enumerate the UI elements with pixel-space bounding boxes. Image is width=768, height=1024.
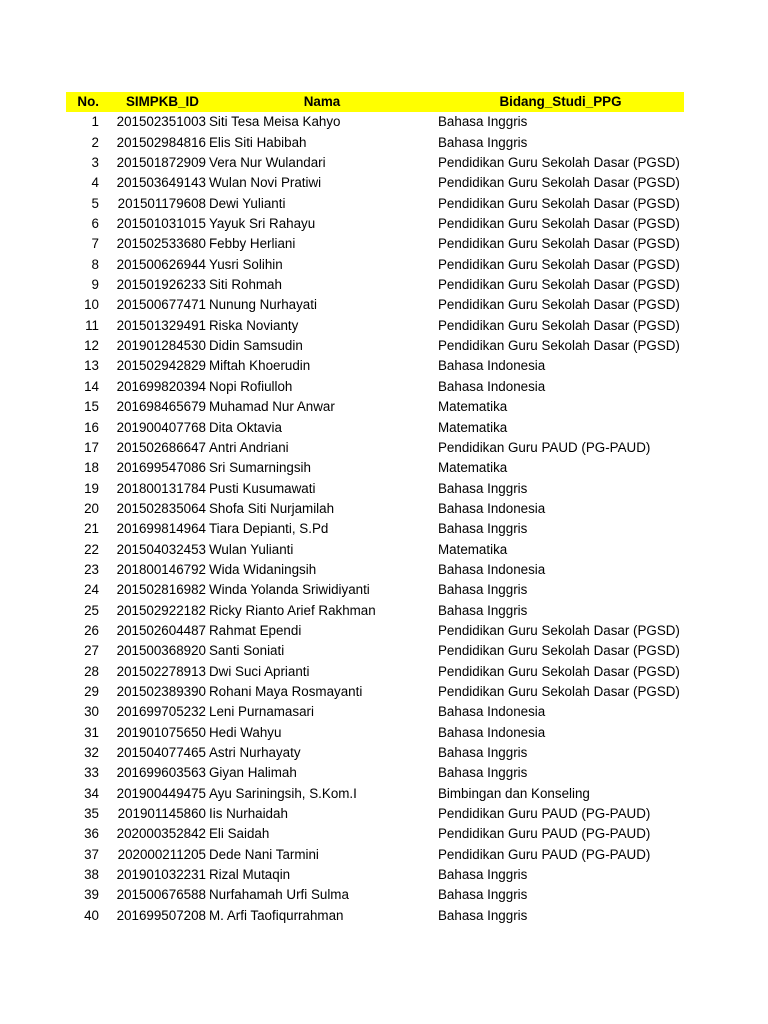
cell-simpkb-id[interactable]: 201699814964 <box>116 521 206 537</box>
cell-no[interactable]: 39 <box>84 887 99 903</box>
cell-simpkb-id[interactable]: 201500368920 <box>116 643 206 659</box>
cell-simpkb-id[interactable]: 201501031015 <box>116 216 206 232</box>
cell-bidang-studi[interactable]: Bahasa Inggris <box>438 480 528 496</box>
cell-no[interactable]: 16 <box>84 419 99 435</box>
cell-no[interactable]: 21 <box>84 521 99 537</box>
cell-no[interactable]: 18 <box>84 460 99 476</box>
table-row <box>66 438 684 458</box>
cell-nama[interactable]: Pusti Kusumawati <box>209 480 316 496</box>
cell-simpkb-id[interactable]: 201501179608 <box>117 195 206 211</box>
cell-bidang-studi[interactable]: Bahasa Indonesia <box>438 704 546 720</box>
cell-nama[interactable]: Dede Nani Tarmini <box>209 846 319 862</box>
cell-bidang-studi[interactable]: Matematika <box>438 399 508 415</box>
cell-nama[interactable]: Nunung Nurhayati <box>209 297 317 313</box>
table-row <box>66 641 684 661</box>
cell-bidang-studi[interactable]: Bahasa Inggris <box>438 582 528 598</box>
cell-nama[interactable]: Giyan Halimah <box>209 765 297 781</box>
table-row <box>66 173 684 193</box>
cell-bidang-studi[interactable]: Matematika <box>438 541 508 557</box>
cell-bidang-studi[interactable]: Pendidikan Guru Sekolah Dasar (PGSD) <box>438 297 680 313</box>
cell-simpkb-id[interactable]: 201502533680 <box>116 236 206 252</box>
cell-simpkb-id[interactable]: 201500626944 <box>116 256 206 272</box>
table-row <box>66 580 684 600</box>
cell-no[interactable]: 14 <box>84 378 99 394</box>
table-body <box>66 112 684 926</box>
cell-nama[interactable]: Siti Tesa Meisa Kahyo <box>209 114 341 130</box>
cell-nama[interactable]: Ricky Rianto Arief Rakhman <box>209 602 376 618</box>
cell-bidang-studi[interactable]: Bahasa Inggris <box>438 745 528 760</box>
cell-bidang-studi[interactable]: Bahasa Indonesia <box>438 561 546 577</box>
table-row <box>66 540 684 560</box>
cell-no[interactable]: 22 <box>84 541 99 557</box>
cell-nama[interactable]: Eli Saidah <box>209 826 270 842</box>
cell-no[interactable]: 31 <box>84 724 99 740</box>
cell-bidang-studi[interactable]: Pendidikan Guru Sekolah Dasar (PGSD) <box>438 256 680 272</box>
cell-nama[interactable]: Yusri Solihin <box>209 256 283 272</box>
table-row <box>66 316 684 336</box>
table-row <box>66 295 684 315</box>
cell-no[interactable]: 10 <box>84 297 99 313</box>
cell-simpkb-id[interactable]: 201502942829 <box>116 358 206 374</box>
cell-bidang-studi[interactable]: Bahasa Indonesia <box>438 378 546 394</box>
cell-simpkb-id[interactable]: 201501329491 <box>116 317 206 333</box>
cell-bidang-studi[interactable]: Pendidikan Guru Sekolah Dasar (PGSD) <box>438 175 680 191</box>
cell-bidang-studi[interactable]: Bahasa Inggris <box>438 907 528 923</box>
cell-bidang-studi[interactable]: Bahasa Indonesia <box>438 500 546 516</box>
cell-simpkb-id[interactable]: 201500676588 <box>116 887 206 903</box>
table-row <box>66 885 684 905</box>
table-row <box>66 255 684 275</box>
table-row <box>66 234 684 254</box>
cell-no[interactable]: 27 <box>84 643 99 659</box>
cell-nama[interactable]: Wulan Novi Pratiwi <box>209 175 322 191</box>
table-row <box>66 153 684 173</box>
cell-bidang-studi[interactable]: Bahasa Inggris <box>438 887 528 903</box>
cell-nama[interactable]: Siti Rohmah <box>209 277 282 293</box>
cell-no[interactable]: 13 <box>84 358 99 374</box>
cell-bidang-studi[interactable]: Bahasa Inggris <box>438 602 528 618</box>
cell-simpkb-id[interactable]: 201699547086 <box>116 460 206 476</box>
cell-no[interactable]: 1 <box>91 114 99 130</box>
cell-bidang-studi[interactable]: Matematika <box>438 460 508 476</box>
table-row <box>66 499 684 519</box>
cell-nama[interactable]: Wulan Yulianti <box>209 541 294 557</box>
cell-no[interactable]: 4 <box>91 175 99 191</box>
cell-no[interactable]: 35 <box>84 806 99 822</box>
cell-no[interactable]: 33 <box>84 765 99 781</box>
cell-nama[interactable]: Antri Andriani <box>209 439 289 455</box>
cell-simpkb-id[interactable]: 201504077465 <box>116 745 206 760</box>
cell-no[interactable]: 24 <box>84 582 99 598</box>
cell-no[interactable]: 37 <box>84 846 99 862</box>
table-row <box>66 906 684 926</box>
table-row <box>66 723 684 743</box>
cell-no[interactable]: 6 <box>91 216 99 232</box>
cell-nama[interactable]: Sri Sumarningsih <box>209 460 311 476</box>
cell-simpkb-id[interactable]: 201699705232 <box>116 704 206 720</box>
cell-no[interactable]: 9 <box>91 277 99 293</box>
cell-simpkb-id[interactable]: 201698465679 <box>116 399 206 415</box>
cell-no[interactable]: 29 <box>84 683 99 699</box>
cell-no[interactable]: 23 <box>84 561 99 577</box>
table-row <box>66 601 684 621</box>
cell-nama[interactable]: Muhamad Nur Anwar <box>209 399 335 415</box>
cell-no[interactable]: 20 <box>84 500 99 516</box>
cell-nama[interactable]: Rohani Maya Rosmayanti <box>209 683 363 699</box>
cell-no[interactable]: 34 <box>84 785 99 801</box>
cell-no[interactable]: 8 <box>91 256 99 272</box>
table-row <box>66 418 684 438</box>
cell-bidang-studi[interactable]: Bahasa Inggris <box>438 521 528 537</box>
cell-nama[interactable]: Elis Siti Habibah <box>209 134 307 150</box>
cell-no[interactable]: 3 <box>91 155 99 171</box>
table-row <box>66 479 684 499</box>
cell-no[interactable]: 11 <box>85 317 99 333</box>
spreadsheet-area <box>66 92 684 926</box>
table-row <box>66 519 684 539</box>
cell-no[interactable]: 12 <box>84 338 99 354</box>
cell-bidang-studi[interactable]: Pendidikan Guru Sekolah Dasar (PGSD) <box>438 338 680 354</box>
cell-nama[interactable]: Shofa Siti Nurjamilah <box>209 500 335 516</box>
cell-nama[interactable]: Riska Novianty <box>209 317 299 333</box>
cell-nama[interactable]: Nopi Rofiulloh <box>209 378 293 394</box>
cell-nama[interactable]: Santi Soniati <box>209 643 285 659</box>
table-row <box>66 458 684 478</box>
cell-simpkb-id[interactable]: 201503649143 <box>116 175 206 191</box>
cell-no[interactable]: 5 <box>91 195 99 211</box>
cell-nama[interactable]: Rahmat Ependi <box>209 622 302 638</box>
cell-bidang-studi[interactable]: Bahasa Inggris <box>438 765 528 781</box>
cell-simpkb-id[interactable]: 201502389390 <box>116 683 206 699</box>
cell-simpkb-id[interactable]: 201501926233 <box>116 277 206 293</box>
table-row <box>66 763 684 783</box>
cell-no[interactable]: 28 <box>84 663 99 679</box>
header-row <box>66 92 684 112</box>
cell-no[interactable]: 17 <box>84 439 99 455</box>
cell-bidang-studi[interactable]: Pendidikan Guru Sekolah Dasar (PGSD) <box>438 155 680 171</box>
cell-no[interactable]: 7 <box>91 236 99 252</box>
cell-simpkb-id[interactable]: 201901284530 <box>116 338 206 354</box>
cell-bidang-studi[interactable]: Pendidikan Guru Sekolah Dasar (PGSD) <box>438 216 680 232</box>
cell-nama[interactable]: Astri Nurhayaty <box>209 745 301 760</box>
cell-no[interactable]: 26 <box>84 622 99 638</box>
cell-bidang-studi[interactable]: Pendidikan Guru PAUD (PG-PAUD) <box>438 439 651 455</box>
table-row <box>66 377 684 397</box>
cell-bidang-studi[interactable]: Bimbingan dan Konseling <box>438 785 590 801</box>
table-row <box>66 865 684 885</box>
cell-nama[interactable]: Hedi Wahyu <box>209 724 282 740</box>
cell-simpkb-id[interactable]: 201900407768 <box>116 419 206 435</box>
cell-bidang-studi[interactable]: Pendidikan Guru PAUD (PG-PAUD) <box>438 806 651 822</box>
cell-bidang-studi[interactable]: Pendidikan Guru Sekolah Dasar (PGSD) <box>438 663 680 679</box>
cell-nama[interactable]: Didin Samsudin <box>209 338 303 354</box>
cell-simpkb-id[interactable]: 201504032453 <box>116 541 206 557</box>
cell-nama[interactable]: Vera Nur Wulandari <box>209 155 326 171</box>
cell-bidang-studi[interactable]: Bahasa Inggris <box>438 134 528 150</box>
cell-simpkb-id[interactable]: 201500677471 <box>116 297 206 313</box>
table-row <box>66 214 684 234</box>
cell-bidang-studi[interactable]: Pendidikan Guru Sekolah Dasar (PGSD) <box>438 643 680 659</box>
cell-nama[interactable]: Febby Herliani <box>209 236 296 252</box>
table-row <box>66 702 684 722</box>
cell-nama[interactable]: Tiara Depianti, S.Pd <box>209 521 329 537</box>
cell-bidang-studi[interactable]: Bahasa Indonesia <box>438 724 546 740</box>
cell-simpkb-id[interactable]: 201501872909 <box>116 155 206 171</box>
cell-nama[interactable]: Dwi Suci Aprianti <box>209 663 310 679</box>
table-row <box>66 336 684 356</box>
cell-nama[interactable]: Rizal Mutaqin <box>209 867 291 883</box>
cell-simpkb-id[interactable]: 201699507208 <box>116 907 206 923</box>
cell-no[interactable]: 36 <box>84 826 99 842</box>
cell-nama[interactable]: Leni Purnamasari <box>209 704 314 720</box>
cell-simpkb-id[interactable]: 201900449475 <box>116 785 206 801</box>
cell-no[interactable]: 19 <box>84 480 99 496</box>
cell-no[interactable]: 2 <box>91 134 99 150</box>
cell-bidang-studi[interactable]: Pendidikan Guru PAUD (PG-PAUD) <box>438 846 651 862</box>
cell-simpkb-id[interactable]: 201502835064 <box>116 500 206 516</box>
cell-nama[interactable]: Nurfahamah Urfi Sulma <box>209 887 349 903</box>
cell-bidang-studi[interactable]: Bahasa Inggris <box>438 867 528 883</box>
cell-simpkb-id[interactable]: 201800146792 <box>116 561 206 577</box>
cell-bidang-studi[interactable]: Pendidikan Guru Sekolah Dasar (PGSD) <box>438 317 680 333</box>
cell-no[interactable]: 32 <box>84 745 99 760</box>
cell-nama[interactable]: Iis Nurhaidah <box>209 806 288 822</box>
table-row <box>66 621 684 641</box>
column-header-nama[interactable]: Nama <box>303 94 341 109</box>
column-header-simpkb-id[interactable]: SIMPKB_ID <box>126 94 199 109</box>
table-row <box>66 397 684 417</box>
cell-bidang-studi[interactable]: Bahasa Indonesia <box>438 358 546 374</box>
cell-simpkb-id[interactable]: 201699820394 <box>116 378 206 394</box>
cell-simpkb-id[interactable]: 201502278913 <box>116 663 206 679</box>
cell-nama[interactable]: Winda Yolanda Sriwidiyanti <box>209 582 370 598</box>
cell-simpkb-id[interactable]: 201800131784 <box>116 480 206 496</box>
table-row <box>66 824 684 844</box>
cell-simpkb-id[interactable]: 201502351003 <box>116 114 206 130</box>
cell-simpkb-id[interactable]: 201901032231 <box>116 867 206 883</box>
cell-no[interactable]: 38 <box>84 867 99 883</box>
table-row <box>66 560 684 580</box>
table-row <box>66 662 684 682</box>
table-row <box>66 743 684 763</box>
cell-simpkb-id[interactable]: 201901075650 <box>116 724 206 740</box>
cell-simpkb-id[interactable]: 201901145860 <box>117 806 206 822</box>
column-header-no[interactable]: No. <box>77 94 99 109</box>
cell-bidang-studi[interactable]: Bahasa Inggris <box>438 114 528 130</box>
cell-no[interactable]: 25 <box>84 602 99 618</box>
table-row <box>66 133 684 153</box>
cell-bidang-studi[interactable]: Pendidikan Guru Sekolah Dasar (PGSD) <box>438 683 680 699</box>
table-row <box>66 112 684 132</box>
table-row <box>66 356 684 376</box>
cell-no[interactable]: 40 <box>84 907 99 923</box>
table-row <box>66 682 684 702</box>
cell-simpkb-id[interactable]: 202000352842 <box>116 826 206 842</box>
cell-bidang-studi[interactable]: Pendidikan Guru PAUD (PG-PAUD) <box>438 826 651 842</box>
cell-bidang-studi[interactable]: Pendidikan Guru Sekolah Dasar (PGSD) <box>438 622 680 638</box>
cell-nama[interactable]: Miftah Khoerudin <box>209 358 311 374</box>
table-row <box>66 784 684 804</box>
cell-nama[interactable]: M. Arfi Taofiqurrahman <box>209 907 344 923</box>
cell-simpkb-id[interactable]: 201502984816 <box>116 134 206 150</box>
cell-simpkb-id[interactable]: 201502816982 <box>116 582 206 598</box>
table-row <box>66 804 684 824</box>
table-row <box>66 194 684 214</box>
cell-bidang-studi[interactable]: Pendidikan Guru Sekolah Dasar (PGSD) <box>438 195 680 211</box>
cell-bidang-studi[interactable]: Matematika <box>438 419 508 435</box>
cell-nama[interactable]: Dita Oktavia <box>209 419 282 435</box>
cell-simpkb-id[interactable]: 202000211205 <box>117 846 206 862</box>
participant-table <box>66 92 684 926</box>
cell-nama[interactable]: Dewi Yulianti <box>209 195 286 211</box>
cell-simpkb-id[interactable]: 201699603563 <box>116 765 206 781</box>
cell-nama[interactable]: Ayu Sariningsih, S.Kom.I <box>209 785 357 801</box>
cell-simpkb-id[interactable]: 201502686647 <box>116 439 206 455</box>
cell-bidang-studi[interactable]: Pendidikan Guru Sekolah Dasar (PGSD) <box>438 236 680 252</box>
cell-nama[interactable]: Yayuk Sri Rahayu <box>209 216 316 232</box>
cell-nama[interactable]: Wida Widaningsih <box>209 561 317 577</box>
cell-simpkb-id[interactable]: 201502922182 <box>116 602 206 618</box>
table-row <box>66 845 684 865</box>
cell-bidang-studi[interactable]: Pendidikan Guru Sekolah Dasar (PGSD) <box>438 277 680 293</box>
cell-no[interactable]: 30 <box>84 704 99 720</box>
cell-no[interactable]: 15 <box>84 399 99 415</box>
column-header-bidang-studi[interactable]: Bidang_Studi_PPG <box>499 94 622 109</box>
cell-simpkb-id[interactable]: 201502604487 <box>116 622 206 638</box>
table-row <box>66 275 684 295</box>
